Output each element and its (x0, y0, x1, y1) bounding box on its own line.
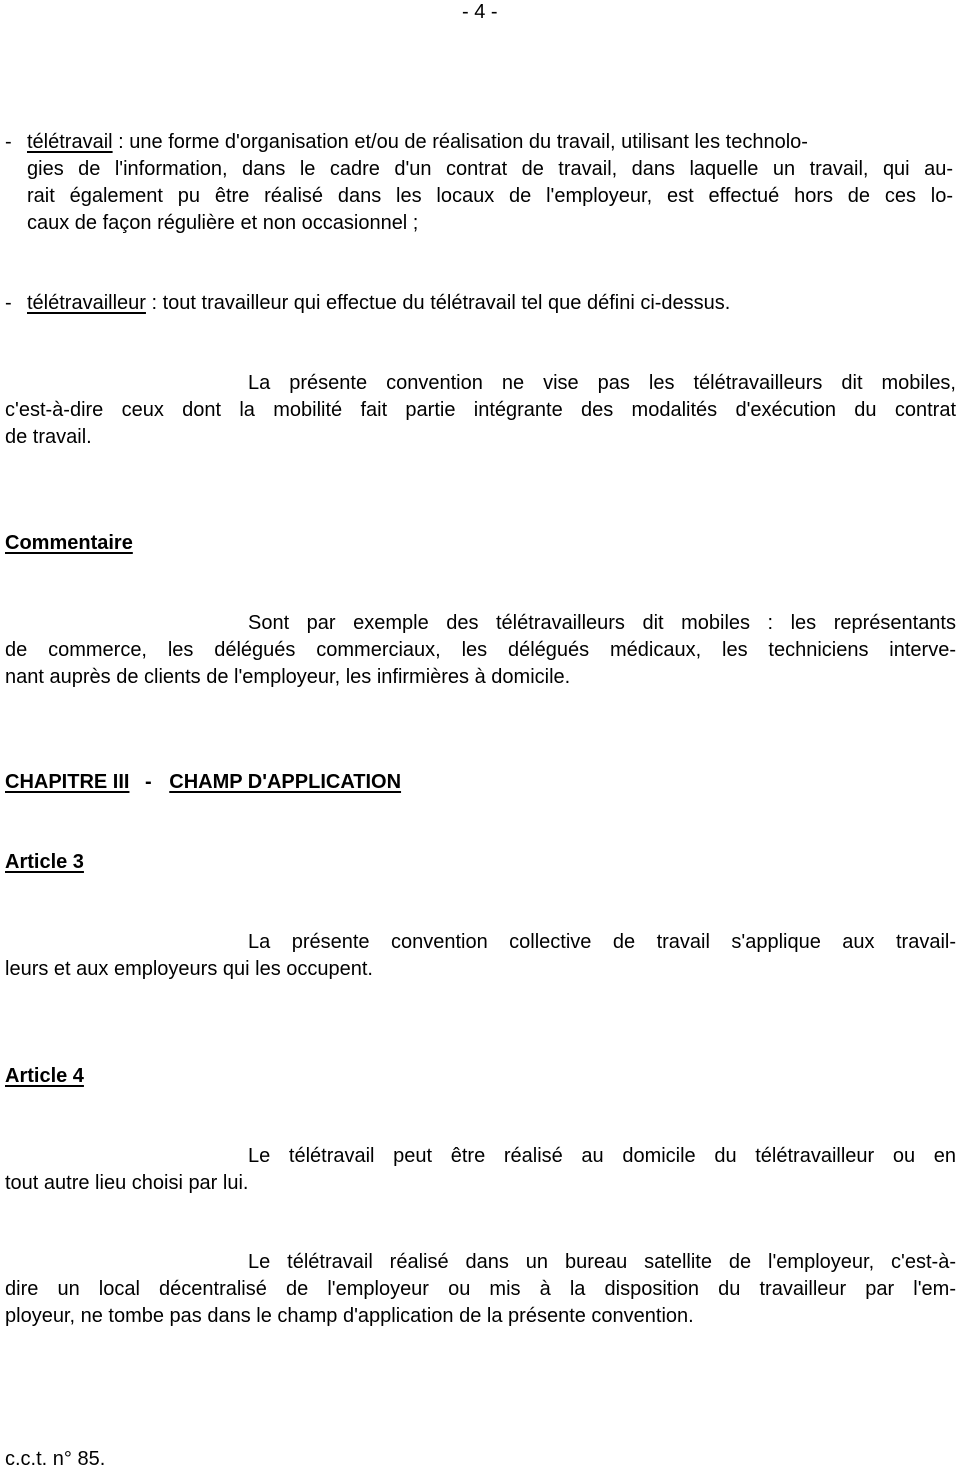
commentaire-line1: Sont par exemple des télétravailleurs dit mobiles : les représentants (248, 612, 956, 634)
para-mobile-line1: La présente convention ne vise pas les télétravailleurs dit mobiles, (248, 372, 956, 394)
article3-line2: leurs et aux employeurs qui les occupent. (5, 958, 373, 980)
chapter-heading (5, 769, 401, 796)
article4-para2-line1: Le télétravail réalisé dans un bureau satellite de l'employeur, c'est-à- (248, 1251, 956, 1273)
article4-para2-line2: dire un local décentralisé de l'employeur ou mis à la disposition du travailleur par l'em- (5, 1278, 956, 1300)
commentaire-line2: de commerce, les délégués commerciaux, les délégués médicaux, les techniciens interve- (5, 639, 956, 661)
article4-para1-line1: Le télétravail peut être réalisé au domicile du télétravailleur ou en (248, 1145, 956, 1167)
definition-teletravail-line4: caux de façon régulière et non occasionnel ; (27, 212, 419, 234)
article4-para1-line2: tout autre lieu choisi par lui. (5, 1172, 249, 1194)
list-bullet: - (5, 292, 12, 314)
commentaire-line3: nant auprès de clients de l'employeur, les infirmières à domicile. (5, 666, 571, 688)
para-mobile-line3: de travail. (5, 426, 92, 448)
definition-term: télétravail (27, 131, 113, 153)
definition-teletravail-line1 (5, 129, 953, 156)
page-number: - 4 - (462, 1, 498, 23)
chapter-title: CHAMP D'APPLICATION (169, 771, 402, 793)
list-bullet: - (5, 131, 12, 153)
article4-heading: Article 4 (5, 1065, 84, 1087)
definition-teletravail-line2: gies de l'information, dans le cadre d'un contrat de travail, dans laquelle un travail, qui au- (27, 158, 953, 180)
definition-text: : une forme d'organisation et/ou de réalisation du travail, utilisant les technolo- (112, 131, 808, 153)
definition-text: : tout travailleur qui effectue du télétravail tel que défini ci-dessus. (145, 292, 731, 314)
para-mobile-line2: c'est-à-dire ceux dont la mobilité fait partie intégrante des modalités d'exécution du contrat (5, 399, 956, 421)
chapter-separator: - (145, 771, 152, 793)
footer-reference: c.c.t. n° 85. (5, 1448, 106, 1470)
article3-heading: Article 3 (5, 851, 84, 873)
chapter-number: CHAPITRE III (5, 771, 130, 793)
commentaire-heading: Commentaire (5, 532, 133, 554)
article3-line1: La présente convention collective de travail s'applique aux travail- (248, 931, 956, 953)
definition-teletravail-line3: rait également pu être réalisé dans les locaux de l'employeur, est effectué hors de ces lo- (27, 185, 953, 207)
definition-teletravailleur (5, 290, 730, 317)
definition-term: télétravailleur (27, 292, 146, 314)
article4-para2-line3: ployeur, ne tombe pas dans le champ d'application de la présente convention. (5, 1305, 694, 1327)
